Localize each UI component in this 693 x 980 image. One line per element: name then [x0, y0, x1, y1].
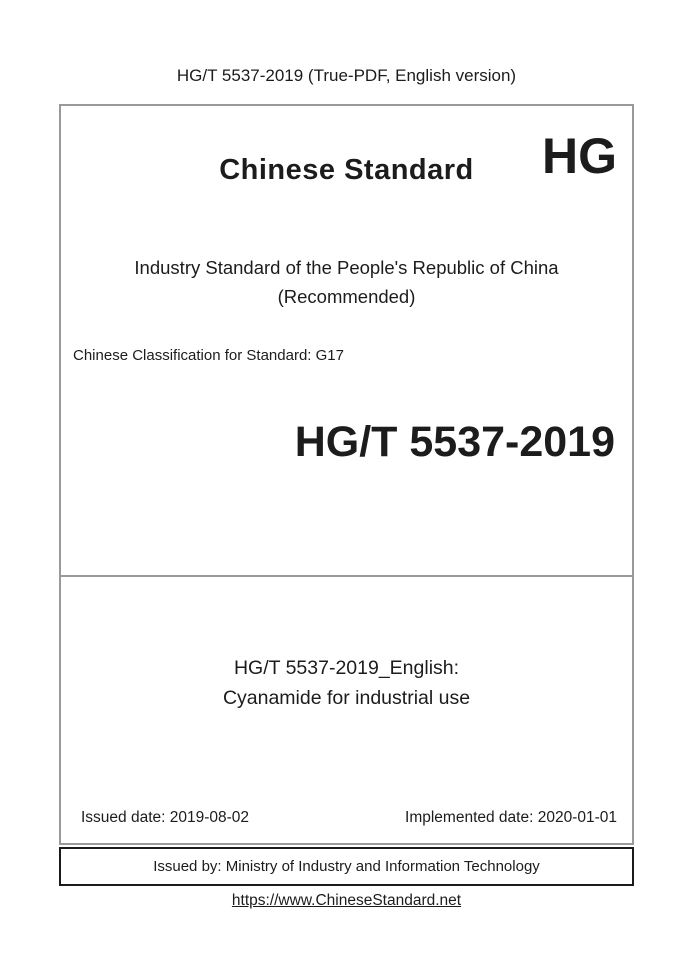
page-header-title: HG/T 5537-2019 (True-PDF, English version)	[176, 66, 517, 85]
dates-row	[81, 809, 617, 827]
horizontal-divider	[61, 575, 632, 577]
english-title	[61, 653, 632, 713]
implemented-date: Implemented date: 2020-01-01	[405, 809, 617, 826]
issuer-text: Issued by: Ministry of Industry and Information Technology	[153, 858, 540, 875]
standard-number: HG/T 5537-2019	[294, 418, 615, 466]
classification-label: Chinese Classification for Standard: G17	[73, 347, 344, 364]
english-title-line-2: Cyanamide for industrial use	[222, 687, 471, 709]
english-title-line-1: HG/T 5537-2019_English:	[233, 657, 460, 679]
hg-logo: HG	[542, 128, 617, 184]
footer-link[interactable]: https://www.ChineseStandard.net	[231, 892, 462, 909]
cover-box	[59, 104, 634, 845]
issuer-box	[59, 847, 634, 886]
subtitle-line-2: (Recommended)	[277, 286, 416, 307]
issued-date: Issued date: 2019-08-02	[81, 809, 250, 826]
standard-subtitle	[61, 253, 632, 311]
subtitle-line-1: Industry Standard of the People's Republic of China	[134, 257, 559, 278]
footer	[0, 892, 693, 910]
brand-title: Chinese Standard	[219, 154, 474, 186]
